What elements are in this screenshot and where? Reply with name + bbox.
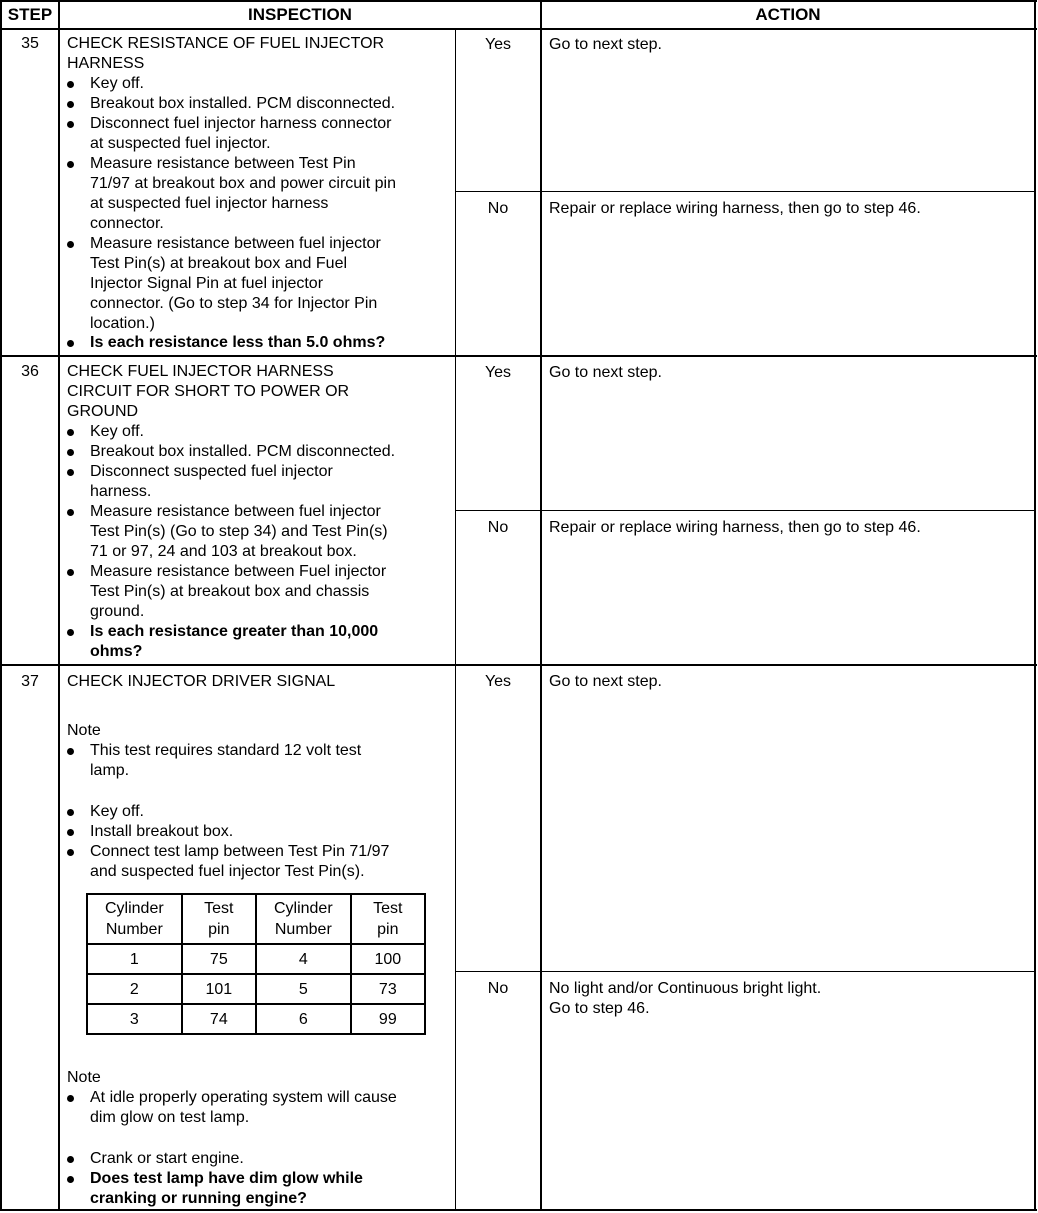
table-header-cell: Test pin bbox=[182, 894, 256, 944]
bullet-text: ohms? bbox=[90, 643, 143, 660]
bullet-icon bbox=[67, 81, 74, 88]
bullet-icon bbox=[67, 849, 74, 856]
table-cell: 101 bbox=[182, 974, 256, 1004]
table-row bbox=[87, 974, 425, 1004]
bullet-text: harness. bbox=[90, 483, 152, 500]
bullet-text: ground. bbox=[90, 603, 145, 620]
bullet-text: Is each resistance greater than 10,000 bbox=[90, 623, 379, 640]
table-row bbox=[87, 944, 425, 974]
bullet-text: location.) bbox=[90, 315, 155, 332]
bullet-icon bbox=[67, 340, 74, 347]
bullet-text: Measure resistance between Fuel injector bbox=[90, 563, 387, 580]
table-cell: 6 bbox=[256, 1004, 351, 1034]
table-border-right bbox=[1034, 0, 1036, 1211]
note-label: Note bbox=[67, 1069, 101, 1086]
bullet-text: Measure resistance between fuel injector bbox=[90, 235, 381, 252]
table-cell: 100 bbox=[351, 944, 425, 974]
table-header-cell: Cylinder Number bbox=[256, 894, 351, 944]
row-divider-36-37 bbox=[0, 664, 1037, 666]
bullet-text: at suspected fuel injector. bbox=[90, 135, 271, 152]
bullet-text: Key off. bbox=[90, 75, 144, 92]
bullet-text: 71/97 at breakout box and power circuit pin bbox=[90, 175, 396, 192]
bullet-icon bbox=[67, 241, 74, 248]
bullet-icon bbox=[67, 629, 74, 636]
bullet-text: and suspected fuel injector Test Pin(s). bbox=[90, 863, 365, 880]
table-border-left bbox=[0, 0, 2, 1211]
cylinder-pin-table bbox=[86, 893, 426, 1035]
bullet-text: at suspected fuel injector harness bbox=[90, 195, 329, 212]
bullet-text: Disconnect suspected fuel injector bbox=[90, 463, 333, 480]
table-border-top bbox=[0, 0, 1037, 2]
table-cell: 3 bbox=[87, 1004, 182, 1034]
step-number: 36 bbox=[21, 363, 39, 380]
table-cell: 4 bbox=[256, 944, 351, 974]
bullet-icon bbox=[67, 809, 74, 816]
step-title: CHECK FUEL INJECTOR HARNESS bbox=[67, 363, 334, 380]
bullet-text: Is each resistance less than 5.0 ohms? bbox=[90, 334, 386, 351]
table-header-cell: Test pin bbox=[351, 894, 425, 944]
answer-yes: Yes bbox=[484, 673, 512, 690]
bullet-icon bbox=[67, 1156, 74, 1163]
bullet-text: Connect test lamp between Test Pin 71/97 bbox=[90, 843, 390, 860]
answer-yes: Yes bbox=[484, 364, 512, 381]
bullet-icon bbox=[67, 101, 74, 108]
note-label: Note bbox=[67, 722, 101, 739]
bullet-text: Does test lamp have dim glow while bbox=[90, 1170, 363, 1187]
table-border-bottom bbox=[0, 1209, 1037, 1211]
answer-yes: Yes bbox=[484, 36, 512, 53]
bullet-icon bbox=[67, 569, 74, 576]
bullet-text: Measure resistance between fuel injector bbox=[90, 503, 381, 520]
yes-no-divider-36 bbox=[455, 510, 1036, 511]
bullet-icon bbox=[67, 829, 74, 836]
bullet-text: This test requires standard 12 volt test bbox=[90, 742, 362, 759]
action-text: Go to next step. bbox=[549, 364, 662, 381]
bullet-text: Measure resistance between Test Pin bbox=[90, 155, 356, 172]
answer-no: No bbox=[487, 980, 509, 997]
table-cell: 73 bbox=[351, 974, 425, 1004]
yes-no-divider-37 bbox=[455, 971, 1036, 972]
action-text: Go to step 46. bbox=[549, 1000, 650, 1017]
yes-no-divider-35 bbox=[455, 191, 1036, 192]
table-cell: 74 bbox=[182, 1004, 256, 1034]
table-header-cell: Cylinder Number bbox=[87, 894, 182, 944]
bullet-icon bbox=[67, 429, 74, 436]
bullet-text: lamp. bbox=[90, 762, 130, 779]
bullet-text: cranking or running engine? bbox=[90, 1190, 307, 1207]
bullet-text: Key off. bbox=[90, 423, 144, 440]
header-action: ACTION bbox=[755, 5, 821, 24]
bullet-text: Disconnect fuel injector harness connector bbox=[90, 115, 392, 132]
bullet-icon bbox=[67, 161, 74, 168]
step-title: CIRCUIT FOR SHORT TO POWER OR bbox=[67, 383, 350, 400]
header-inspection: INSPECTION bbox=[248, 5, 352, 24]
row-divider-35-36 bbox=[0, 355, 1037, 357]
header-step: STEP bbox=[7, 5, 53, 24]
bullet-text: 71 or 97, 24 and 103 at breakout box. bbox=[90, 543, 357, 560]
bullet-text: Test Pin(s) at breakout box and Fuel bbox=[90, 255, 348, 272]
bullet-icon bbox=[67, 449, 74, 456]
step-number: 35 bbox=[21, 35, 39, 52]
bullet-text: Breakout box installed. PCM disconnected. bbox=[90, 443, 396, 460]
bullet-icon bbox=[67, 1095, 74, 1102]
bullet-icon bbox=[67, 1176, 74, 1183]
action-text: No light and/or Continuous bright light. bbox=[549, 980, 822, 997]
table-row bbox=[87, 1004, 425, 1034]
bullet-icon bbox=[67, 748, 74, 755]
answer-no: No bbox=[487, 200, 509, 217]
bullet-icon bbox=[67, 121, 74, 128]
step-title: GROUND bbox=[67, 403, 139, 420]
step-title: CHECK INJECTOR DRIVER SIGNAL bbox=[67, 673, 336, 690]
bullet-icon bbox=[67, 469, 74, 476]
action-text: Repair or replace wiring harness, then go to step 46. bbox=[549, 519, 921, 536]
step-title: CHECK RESISTANCE OF FUEL INJECTOR bbox=[67, 35, 385, 52]
bullet-text: Breakout box installed. PCM disconnected. bbox=[90, 95, 396, 112]
action-column-divider bbox=[540, 0, 542, 1211]
bullet-text: Test Pin(s) at breakout box and chassis bbox=[90, 583, 370, 600]
answer-no: No bbox=[487, 519, 509, 536]
table-cell: 75 bbox=[182, 944, 256, 974]
bullet-text: Key off. bbox=[90, 803, 144, 820]
table-cell: 99 bbox=[351, 1004, 425, 1034]
bullet-text: dim glow on test lamp. bbox=[90, 1109, 250, 1126]
table-header-row bbox=[87, 894, 425, 944]
bullet-text: At idle properly operating system will cause bbox=[90, 1089, 397, 1106]
step-column-divider bbox=[58, 0, 60, 1211]
step-title: HARNESS bbox=[67, 55, 145, 72]
bullet-text: Install breakout box. bbox=[90, 823, 234, 840]
bullet-text: Test Pin(s) (Go to step 34) and Test Pin(s) bbox=[90, 523, 388, 540]
action-text: Go to next step. bbox=[549, 36, 662, 53]
step-number: 37 bbox=[21, 673, 39, 690]
table-cell: 5 bbox=[256, 974, 351, 1004]
bullet-text: connector. (Go to step 34 for Injector Pin bbox=[90, 295, 378, 312]
table-cell: 2 bbox=[87, 974, 182, 1004]
table-cell: 1 bbox=[87, 944, 182, 974]
action-text: Repair or replace wiring harness, then go to step 46. bbox=[549, 200, 921, 217]
bullet-icon bbox=[67, 509, 74, 516]
action-text: Go to next step. bbox=[549, 673, 662, 690]
bullet-text: connector. bbox=[90, 215, 164, 232]
bullet-text: Injector Signal Pin at fuel injector bbox=[90, 275, 324, 292]
bullet-text: Crank or start engine. bbox=[90, 1150, 244, 1167]
header-divider bbox=[0, 28, 1037, 30]
